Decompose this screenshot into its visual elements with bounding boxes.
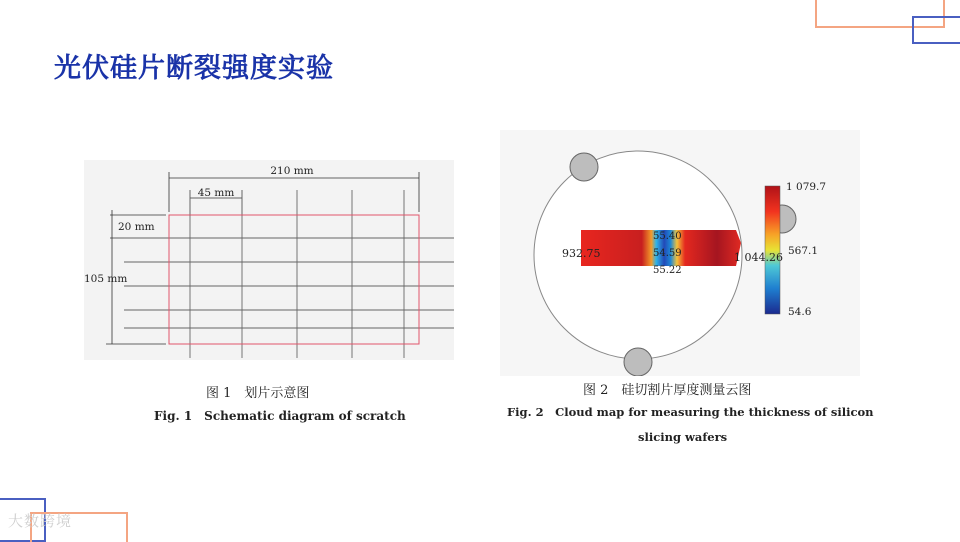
label-top-value: 55.40 bbox=[653, 231, 682, 242]
dim-label-total: 210 mm bbox=[270, 165, 314, 177]
figure1-caption-en: Fig. 1 Schematic diagram of scratch bbox=[154, 409, 406, 423]
support-pin-bottom bbox=[624, 348, 652, 376]
label-bottom-value: 55.22 bbox=[653, 265, 682, 276]
figure1-caption-cn: 图 1 划片示意图 bbox=[206, 386, 310, 401]
colorbar-min: 54.6 bbox=[788, 306, 812, 318]
dim-label-height: 105 mm bbox=[84, 273, 128, 285]
figure2-caption-cn: 图 2 硅切割片厚度测量云图 bbox=[583, 383, 752, 398]
thickness-cloud-map bbox=[500, 130, 860, 376]
dim-label-row: 20 mm bbox=[118, 221, 155, 233]
colorbar-mid: 567.1 bbox=[788, 245, 819, 257]
support-pin-top bbox=[570, 153, 598, 181]
corner-frame-blue-top bbox=[912, 16, 960, 44]
wafer-outline bbox=[169, 215, 419, 344]
figure2-caption-en-line1: Fig. 2 Cloud map for measuring the thickness of silicon bbox=[507, 405, 874, 419]
label-left-value: 932.75 bbox=[562, 247, 601, 260]
watermark-logo: 大数跨境 bbox=[8, 512, 73, 530]
cloud-map-svg bbox=[500, 130, 860, 376]
figure2-caption-en-line2: slicing wafers bbox=[638, 430, 728, 444]
label-right-value: 1 044.26 bbox=[734, 251, 783, 264]
label-mid-value: 54.59 bbox=[653, 248, 682, 259]
slide-title: 光伏硅片断裂强度实验 bbox=[54, 53, 334, 84]
dim-label-column: 45 mm bbox=[197, 187, 235, 199]
scratch-diagram bbox=[84, 160, 454, 360]
colorbar-max: 1 079.7 bbox=[786, 181, 827, 193]
colorbar bbox=[765, 186, 780, 314]
scratch-diagram-svg bbox=[84, 160, 454, 360]
